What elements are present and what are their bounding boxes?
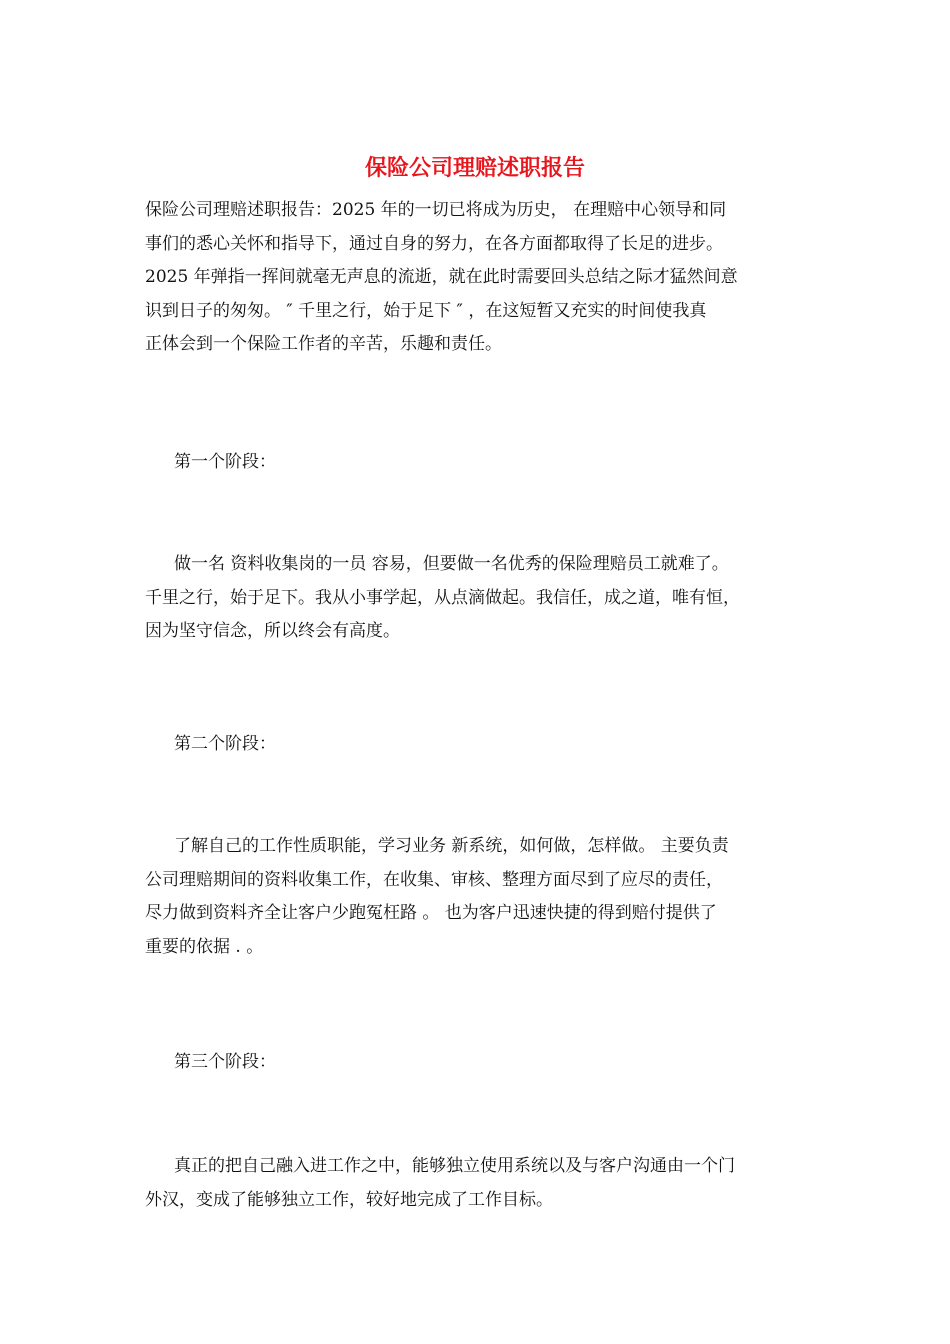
stage2-paragraph [145, 830, 815, 964]
stage3-heading-text: 第三个阶段： [174, 1052, 276, 1072]
intro-line: 正体会到一个保险工作者的辛苦，乐趣和责任。 [145, 334, 502, 354]
stage1-heading-text: 第一个阶段： [174, 452, 276, 472]
stage1-line: 因为坚守信念，所以终会有高度。 [145, 621, 400, 641]
stage1-paragraph [145, 548, 815, 649]
stage3-heading [145, 1046, 815, 1080]
stage3-paragraph [145, 1150, 815, 1217]
document-title: 保险公司理赔述职报告 [364, 155, 585, 181]
intro-paragraph [145, 194, 815, 362]
intro-line: 2025 年弹指一挥间就毫无声息的流逝，就在此时需要回头总结之际才猛然间意 [145, 267, 738, 287]
stage1-line: 做一名 资料收集岗的一员 容易，但要做一名优秀的保险理赔员工就难了。 [174, 554, 729, 574]
intro-line: 事们的悉心关怀和指导下，通过自身的努力，在各方面都取得了长足的进步。 [145, 233, 723, 254]
stage3-line: 外汉，变成了能够独立工作，较好地完成了工作目标。 [145, 1189, 553, 1210]
stage2-heading-text: 第二个阶段： [174, 734, 276, 754]
stage2-line: 了解自己的工作性质职能，学习业务 新系统，如何做，怎样做。 主要负责 [174, 836, 729, 856]
intro-line: 保险公司理赔述职报告：2025 年的一切已将成为历史， 在理赔中心领导和同 [145, 200, 727, 220]
stage2-heading [145, 728, 815, 762]
stage2-line: 公司理赔期间的资料收集工作，在收集、审核、整理方面尽到了应尽的责任， [145, 869, 723, 890]
stage1-line: 千里之行，始于足下。我从小事学起，从点滴做起。我信任，成之道，唯有恒， [145, 587, 740, 608]
stage2-line: 尽力做到资料齐全让客户少跑冤枉路 。 也为客户迅速快捷的得到赔付提供了 [145, 903, 717, 923]
stage1-heading [145, 446, 815, 480]
intro-line: 识到日子的匆匆。 ″ 千里之行，始于足下 ″ ，在这短暂又充实的时间使我真 [145, 300, 707, 321]
stage2-line: 重要的依据 . 。 [145, 936, 264, 957]
stage3-line: 真正的把自己融入进工作之中，能够独立使用系统以及与客户沟通由一个门 [174, 1156, 735, 1176]
